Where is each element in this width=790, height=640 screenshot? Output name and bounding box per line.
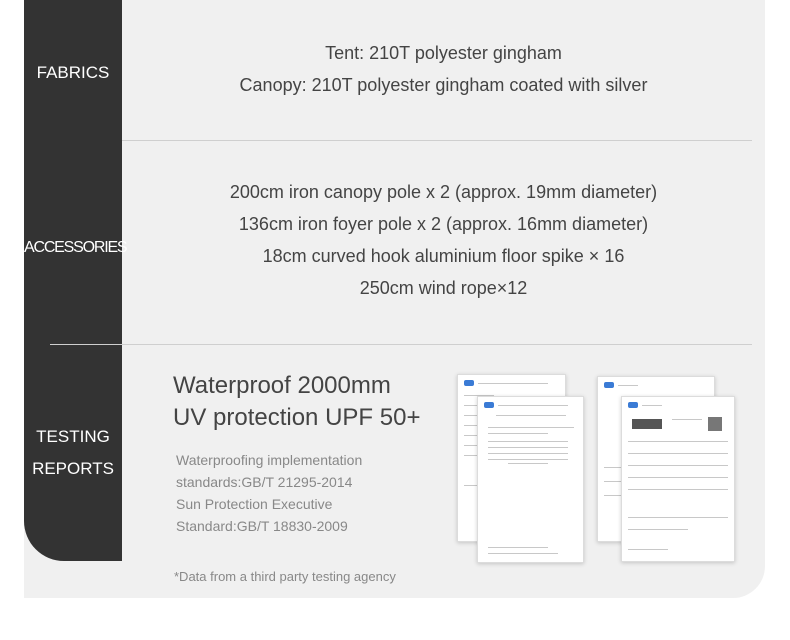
accessories-line: 136cm iron foyer pole x 2 (approx. 16mm diameter) [238,214,649,234]
uv-rating: UV protection UPF 50+ [173,404,421,431]
fabrics-details [122,37,765,101]
report-document-image [621,396,735,562]
accessories-line: 200cm iron canopy pole x 2 (approx. 19mm diameter) [229,182,658,202]
standard-line: Waterproofing implementation [176,452,363,468]
accessories-label: ACCESSORIES [24,239,127,256]
fabrics-label: FABRICS [36,63,110,82]
section-divider [122,140,752,141]
accessories-line: 18cm curved hook aluminium floor spike × 16 [262,246,625,266]
testing-standards [176,449,362,537]
testing-label: TESTING [36,427,110,446]
data-source-note: *Data from a third party testing agency [174,569,396,584]
standard-line: Standard:GB/T 18830-2009 [176,518,348,534]
testing-headline [173,370,420,434]
section-divider [50,344,752,345]
standard-line: standards:GB/T 21295-2014 [176,474,353,490]
waterproof-rating: Waterproof 2000mm [173,372,391,399]
fabrics-line: Canopy: 210T polyester gingham coated with silver [239,75,648,95]
accessories-line: 250cm wind rope×12 [359,278,528,298]
accessories-details [122,176,765,304]
reports-label: REPORTS [32,459,114,478]
fabrics-line: Tent: 210T polyester gingham [325,43,562,63]
standard-line: Sun Protection Executive [176,496,333,512]
report-document-image [477,396,584,563]
